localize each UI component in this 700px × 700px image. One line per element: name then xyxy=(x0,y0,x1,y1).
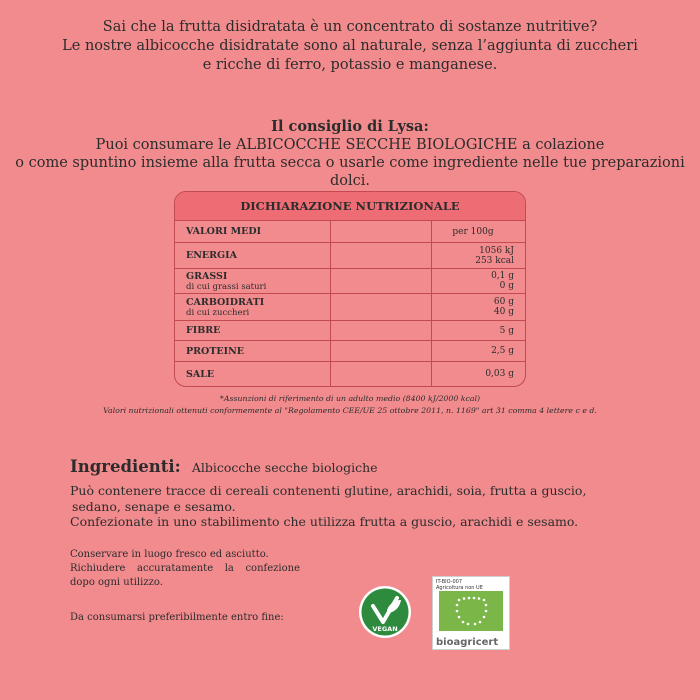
footnote-regulation: Valori nutrizionali ottenuti conformemente al "Regolamento CEE/UE 25 ottobre 2011, n. 1169" art 31 comma 4 lettere c e d. xyxy=(103,406,597,415)
best-before-label: Da consumarsi preferibilmente entro fine: xyxy=(70,612,284,623)
row-value-2: 253 kcal xyxy=(475,255,514,266)
vegan-text: VEGAN xyxy=(372,625,398,633)
storage-line-1: Conservare in luogo fresco ed asciutto. xyxy=(70,549,269,560)
row-label: GRASSI xyxy=(186,270,228,282)
row-value: 1056 kJ xyxy=(479,245,514,256)
vegan-badge xyxy=(357,584,413,640)
table-row xyxy=(175,341,525,362)
tip-line-1: Puoi consumare le ALBICOCCHE SECCHE BIOLOGICHE a colazione xyxy=(95,137,605,153)
row-value: 5 g xyxy=(499,325,514,336)
table-row xyxy=(175,362,525,386)
storage-line-3: dopo ogni utilizzo. xyxy=(70,577,163,588)
eu-organic-leaf-icon xyxy=(439,591,503,631)
row-label: PROTEINE xyxy=(186,345,244,357)
bioagricert-logo: bioagricert xyxy=(436,637,499,648)
facility-note: Confezionate in uno stabilimento che utilizza frutta a guscio, arachidi e sesamo. xyxy=(70,514,579,529)
footnote-reference-intake: *Assunzioni di riferimento di un adulto medio (8400 kJ/2000 kcal) xyxy=(219,394,481,403)
intro-line-2: Le nostre albicocche disidratate sono al naturale, senza l’aggiunta di zuccheri xyxy=(62,38,638,54)
tip-section xyxy=(0,118,700,190)
row-value: 2,5 g xyxy=(491,346,514,356)
intro-line-1: Sai che la frutta disidratata è un concentrato di sostanze nutritive? xyxy=(102,19,598,35)
tip-line-2: o come spuntino insieme alla frutta secca o usarle come ingrediente nelle tue preparazioni dolci. xyxy=(15,155,685,189)
row-value-2: 40 g xyxy=(493,307,514,317)
storage-line-2: Richiudere accuratamente la confezione xyxy=(70,563,300,574)
row-label: CARBOIDRATI xyxy=(186,296,265,308)
row-label: FIBRE xyxy=(186,325,221,336)
row-value: 0,1 g xyxy=(491,271,514,281)
tip-title: Il consiglio di Lysa: xyxy=(271,118,429,135)
table-row xyxy=(175,321,525,341)
row-sublabel: di cui zuccheri xyxy=(186,307,250,318)
row-value: 0,03 g xyxy=(485,369,514,379)
eu-organic-certification xyxy=(432,576,510,650)
ingredients-section xyxy=(70,457,670,530)
ingredients-value: Albicocche secche biologiche xyxy=(191,460,378,475)
table-header-row xyxy=(175,221,525,243)
ingredients-label: Ingredienti: xyxy=(70,457,181,476)
row-sublabel: di cui grassi saturi xyxy=(186,281,267,292)
table-row xyxy=(175,294,525,321)
row-label: ENERGIA xyxy=(186,250,237,261)
nutrition-table xyxy=(174,191,526,387)
row-label: SALE xyxy=(186,368,215,380)
allergen-line-2: sedano, senape e sesamo. xyxy=(72,498,236,514)
nutrition-table-title: DICHIARAZIONE NUTRIZIONALE xyxy=(175,192,525,221)
cert-origin: Agricoltura non UE xyxy=(436,585,483,591)
intro-line-3: e ricche di ferro, potassio e manganese. xyxy=(202,57,498,73)
allergen-line-1: Può contenere tracce di cereali contenenti glutine, arachidi, soia, frutta a guscio, xyxy=(70,483,587,498)
header-label: VALORI MEDI xyxy=(186,226,262,237)
table-row xyxy=(175,243,525,269)
intro-text xyxy=(0,18,700,75)
row-value-2: 0 g xyxy=(499,281,514,291)
header-per: per 100g xyxy=(452,226,494,237)
table-row xyxy=(175,269,525,294)
cert-code: IT-BIO-007 xyxy=(436,579,463,585)
nutrition-footnotes xyxy=(0,393,700,417)
row-value: 60 g xyxy=(493,297,514,307)
storage-instructions xyxy=(70,548,300,590)
